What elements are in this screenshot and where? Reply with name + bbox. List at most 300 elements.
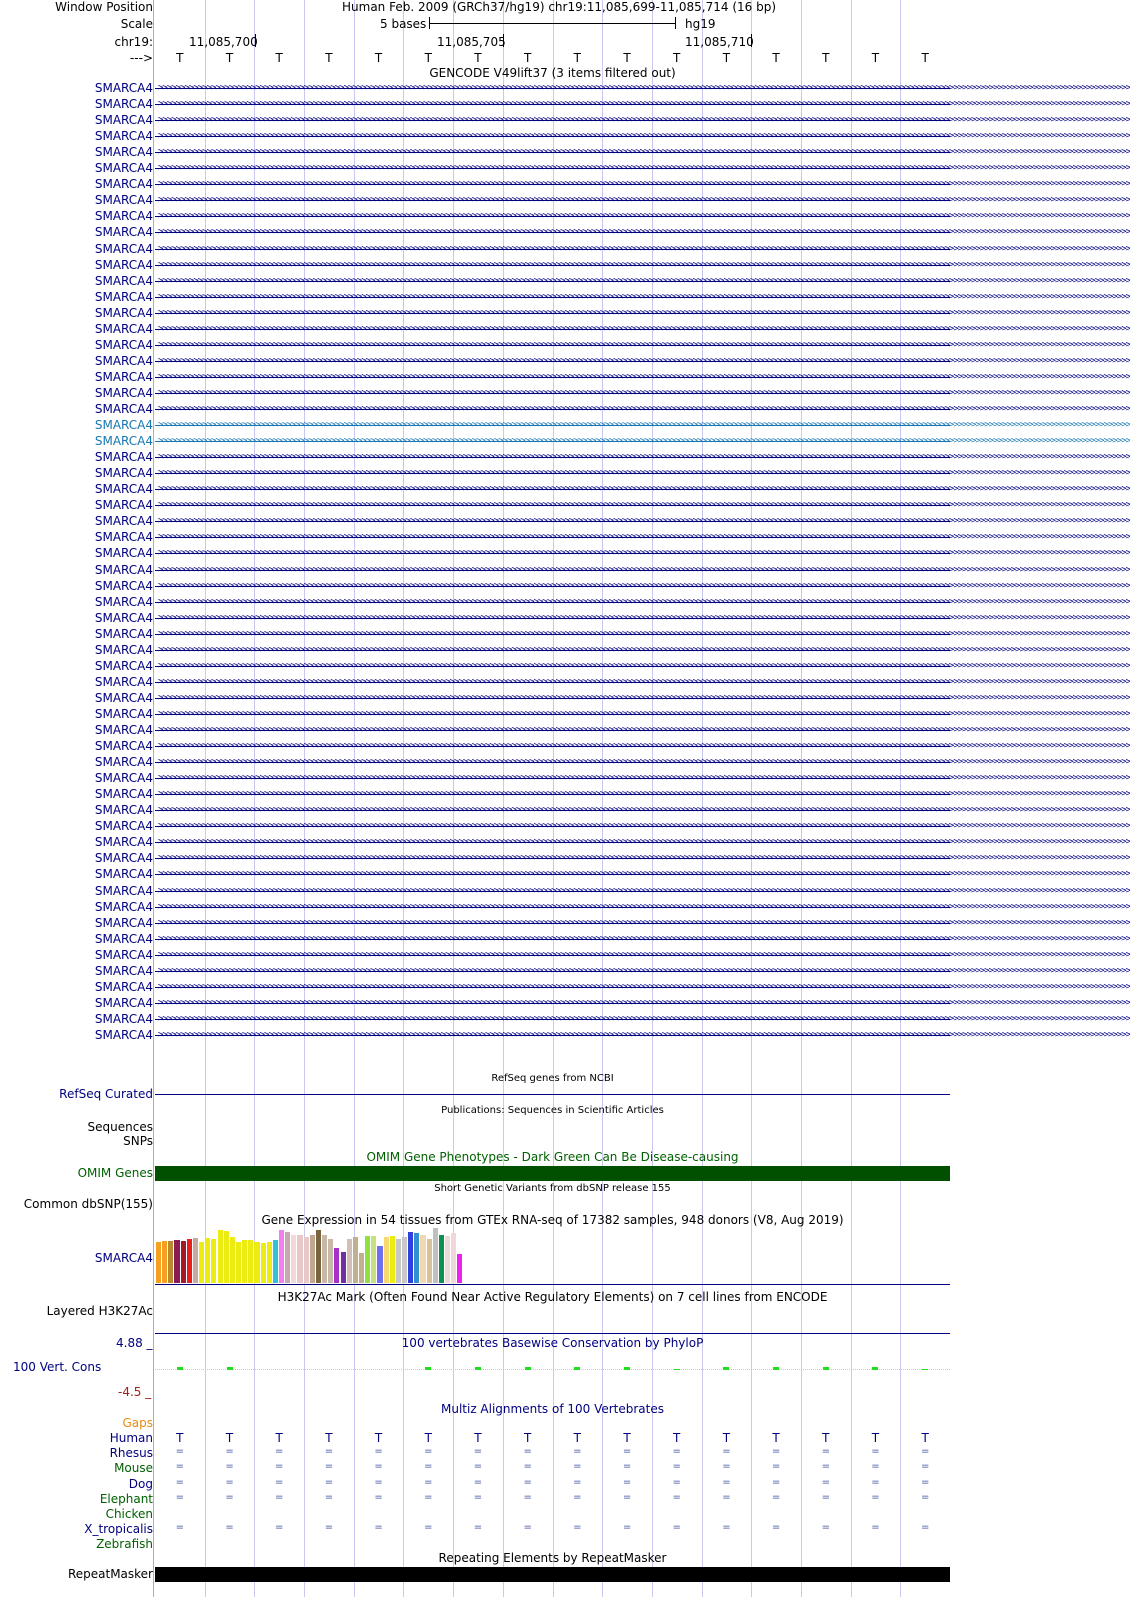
refseq-gene-line[interactable] xyxy=(155,1094,950,1095)
strand-arrows: >>>>>>>>>>>>>>>>>>>>>>>>>>>>>>>>>>>>>>>>>>>>>>>>>>>>>>>>>>>>>>>>>>>>>>>>>>>>>>>>>>>>>>>>>>>>>>>>>>>>>>>>>>>>>>>>>>>>>>>>>>>>>>>>>>>>>>>>>>>>>>>>>>>>>>>>>>>>>>>>>>>>>>>>>>>>>>>>>>>>>>>>>>>>>>>>>>>>>>>>>>>>>>>>>>>>>>>>>>>> xyxy=(158,644,1130,655)
multiz-alignment-base: = xyxy=(622,1446,632,1458)
gtex-tissue-bar[interactable] xyxy=(261,1243,266,1283)
label-column-border xyxy=(153,0,154,1597)
gtex-tissue-bar[interactable] xyxy=(396,1239,401,1283)
multiz-alignment-base: T xyxy=(722,1431,731,1445)
strand-arrows: >>>>>>>>>>>>>>>>>>>>>>>>>>>>>>>>>>>>>>>>>>>>>>>>>>>>>>>>>>>>>>>>>>>>>>>>>>>>>>>>>>>>>>>>>>>>>>>>>>>>>>>>>>>>>>>>>>>>>>>>>>>>>>>>>>>>>>>>>>>>>>>>>>>>>>>>>>>>>>>>>>>>>>>>>>>>>>>>>>>>>>>>>>>>>>>>>>>>>>>>>>>>>>>>>>>>>>>>>>>> xyxy=(158,99,1130,110)
gtex-tissue-bar[interactable] xyxy=(439,1235,444,1283)
multiz-alignment-base: = xyxy=(722,1446,731,1458)
multiz-alignment-base: = xyxy=(424,1491,433,1503)
multiz-species-label[interactable]: Rhesus xyxy=(109,1446,153,1461)
strand-arrows: >>>>>>>>>>>>>>>>>>>>>>>>>>>>>>>>>>>>>>>>>>>>>>>>>>>>>>>>>>>>>>>>>>>>>>>>>>>>>>>>>>>>>>>>>>>>>>>>>>>>>>>>>>>>>>>>>>>>>>>>>>>>>>>>>>>>>>>>>>>>>>>>>>>>>>>>>>>>>>>>>>>>>>>>>>>>>>>>>>>>>>>>>>>>>>>>>>>>>>>>>>>>>>>>>>>>>>>>>>>> xyxy=(158,307,1130,318)
multiz-alignment-base: = xyxy=(672,1476,681,1488)
gtex-tissue-bar[interactable] xyxy=(377,1246,382,1283)
gencode-gene-label[interactable]: SMARCA4 xyxy=(94,113,153,128)
strand-arrows: >>>>>>>>>>>>>>>>>>>>>>>>>>>>>>>>>>>>>>>>>>>>>>>>>>>>>>>>>>>>>>>>>>>>>>>>>>>>>>>>>>>>>>>>>>>>>>>>>>>>>>>>>>>>>>>>>>>>>>>>>>>>>>>>>>>>>>>>>>>>>>>>>>>>>>>>>>>>>>>>>>>>>>>>>>>>>>>>>>>>>>>>>>>>>>>>>>>>>>>>>>>>>>>>>>>>>>>>>>>> xyxy=(158,339,1130,350)
multiz-alignment-base: = xyxy=(473,1476,483,1488)
strand-arrows: >>>>>>>>>>>>>>>>>>>>>>>>>>>>>>>>>>>>>>>>>>>>>>>>>>>>>>>>>>>>>>>>>>>>>>>>>>>>>>>>>>>>>>>>>>>>>>>>>>>>>>>>>>>>>>>>>>>>>>>>>>>>>>>>>>>>>>>>>>>>>>>>>>>>>>>>>>>>>>>>>>>>>>>>>>>>>>>>>>>>>>>>>>>>>>>>>>>>>>>>>>>>>>>>>>>>>>>>>>>> xyxy=(158,436,1130,447)
multiz-alignment-base: = xyxy=(771,1491,781,1503)
multiz-species-label[interactable]: Elephant xyxy=(99,1491,153,1506)
gtex-tissue-bar[interactable] xyxy=(230,1237,235,1283)
strand-arrows: >>>>>>>>>>>>>>>>>>>>>>>>>>>>>>>>>>>>>>>>>>>>>>>>>>>>>>>>>>>>>>>>>>>>>>>>>>>>>>>>>>>>>>>>>>>>>>>>>>>>>>>>>>>>>>>>>>>>>>>>>>>>>>>>>>>>>>>>>>>>>>>>>>>>>>>>>>>>>>>>>>>>>>>>>>>>>>>>>>>>>>>>>>>>>>>>>>>>>>>>>>>>>>>>>>>>>>>>>>>> xyxy=(158,869,1130,880)
gtex-tissue-bar[interactable] xyxy=(371,1236,376,1283)
strand-arrows: >>>>>>>>>>>>>>>>>>>>>>>>>>>>>>>>>>>>>>>>>>>>>>>>>>>>>>>>>>>>>>>>>>>>>>>>>>>>>>>>>>>>>>>>>>>>>>>>>>>>>>>>>>>>>>>>>>>>>>>>>>>>>>>>>>>>>>>>>>>>>>>>>>>>>>>>>>>>>>>>>>>>>>>>>>>>>>>>>>>>>>>>>>>>>>>>>>>>>>>>>>>>>>>>>>>>>>>>>>>> xyxy=(158,163,1130,174)
multiz-alignment-base: = xyxy=(722,1461,731,1473)
gencode-gene-label[interactable]: SMARCA4 xyxy=(94,257,153,272)
strand-arrows: >>>>>>>>>>>>>>>>>>>>>>>>>>>>>>>>>>>>>>>>>>>>>>>>>>>>>>>>>>>>>>>>>>>>>>>>>>>>>>>>>>>>>>>>>>>>>>>>>>>>>>>>>>>>>>>>>>>>>>>>>>>>>>>>>>>>>>>>>>>>>>>>>>>>>>>>>>>>>>>>>>>>>>>>>>>>>>>>>>>>>>>>>>>>>>>>>>>>>>>>>>>>>>>>>>>>>>>>>>>> xyxy=(158,131,1130,142)
strand-arrows: >>>>>>>>>>>>>>>>>>>>>>>>>>>>>>>>>>>>>>>>>>>>>>>>>>>>>>>>>>>>>>>>>>>>>>>>>>>>>>>>>>>>>>>>>>>>>>>>>>>>>>>>>>>>>>>>>>>>>>>>>>>>>>>>>>>>>>>>>>>>>>>>>>>>>>>>>>>>>>>>>>>>>>>>>>>>>>>>>>>>>>>>>>>>>>>>>>>>>>>>>>>>>>>>>>>>>>>>>>>> xyxy=(158,580,1130,591)
gencode-gene-label[interactable]: SMARCA4 xyxy=(94,337,153,352)
phylop-score-mark xyxy=(773,1367,779,1370)
multiz-alignment-base: = xyxy=(175,1522,185,1534)
multiz-alignment-base: T xyxy=(871,1431,880,1445)
phylop-track-title: 100 vertebrates Basewise Conservation by PhyloP xyxy=(401,1336,704,1350)
gtex-tissue-bar[interactable] xyxy=(187,1239,192,1283)
strand-arrows: >>>>>>>>>>>>>>>>>>>>>>>>>>>>>>>>>>>>>>>>>>>>>>>>>>>>>>>>>>>>>>>>>>>>>>>>>>>>>>>>>>>>>>>>>>>>>>>>>>>>>>>>>>>>>>>>>>>>>>>>>>>>>>>>>>>>>>>>>>>>>>>>>>>>>>>>>>>>>>>>>>>>>>>>>>>>>>>>>>>>>>>>>>>>>>>>>>>>>>>>>>>>>>>>>>>>>>>>>>>> xyxy=(158,275,1130,286)
multiz-alignment-base: = xyxy=(920,1522,930,1534)
strand-arrows: >>>>>>>>>>>>>>>>>>>>>>>>>>>>>>>>>>>>>>>>>>>>>>>>>>>>>>>>>>>>>>>>>>>>>>>>>>>>>>>>>>>>>>>>>>>>>>>>>>>>>>>>>>>>>>>>>>>>>>>>>>>>>>>>>>>>>>>>>>>>>>>>>>>>>>>>>>>>>>>>>>>>>>>>>>>>>>>>>>>>>>>>>>>>>>>>>>>>>>>>>>>>>>>>>>>>>>>>>>>> xyxy=(158,147,1130,158)
gtex-tissue-bar[interactable] xyxy=(267,1242,272,1283)
multiz-alignment-base: = xyxy=(722,1476,731,1488)
gencode-gene-label[interactable]: SMARCA4 xyxy=(94,81,153,95)
gtex-tissue-bar[interactable] xyxy=(433,1228,438,1283)
gtex-tissue-bar[interactable] xyxy=(174,1240,179,1283)
gtex-tissue-bar[interactable] xyxy=(341,1252,346,1283)
multiz-alignment-base: = xyxy=(920,1461,930,1473)
gencode-gene-label[interactable]: SMARCA4 xyxy=(94,931,153,946)
multiz-alignment-base: T xyxy=(822,1431,830,1445)
gtex-tissue-bar[interactable] xyxy=(408,1232,413,1283)
scale-text: 5 bases xyxy=(380,17,427,31)
gtex-tissue-bar[interactable] xyxy=(156,1242,161,1283)
gencode-gene-label[interactable]: SMARCA4 xyxy=(94,385,153,400)
gtex-tissue-bar[interactable] xyxy=(193,1238,198,1283)
gtex-tissue-bar[interactable] xyxy=(347,1239,352,1283)
multiz-track-title: Multiz Alignments of 100 Vertebrates xyxy=(440,1402,665,1416)
gencode-gene-label[interactable]: SMARCA4 xyxy=(94,129,153,144)
gtex-tissue-bar[interactable] xyxy=(310,1235,315,1283)
gtex-tissue-bar[interactable] xyxy=(414,1233,419,1283)
gtex-tissue-bar[interactable] xyxy=(334,1248,339,1283)
gencode-gene-label[interactable]: SMARCA4 xyxy=(94,434,153,449)
strand-arrows: >>>>>>>>>>>>>>>>>>>>>>>>>>>>>>>>>>>>>>>>>>>>>>>>>>>>>>>>>>>>>>>>>>>>>>>>>>>>>>>>>>>>>>>>>>>>>>>>>>>>>>>>>>>>>>>>>>>>>>>>>>>>>>>>>>>>>>>>>>>>>>>>>>>>>>>>>>>>>>>>>>>>>>>>>>>>>>>>>>>>>>>>>>>>>>>>>>>>>>>>>>>>>>>>>>>>>>>>>>>> xyxy=(158,516,1130,527)
strand-arrows: >>>>>>>>>>>>>>>>>>>>>>>>>>>>>>>>>>>>>>>>>>>>>>>>>>>>>>>>>>>>>>>>>>>>>>>>>>>>>>>>>>>>>>>>>>>>>>>>>>>>>>>>>>>>>>>>>>>>>>>>>>>>>>>>>>>>>>>>>>>>>>>>>>>>>>>>>>>>>>>>>>>>>>>>>>>>>>>>>>>>>>>>>>>>>>>>>>>>>>>>>>>>>>>>>>>>>>>>>>>> xyxy=(158,179,1130,190)
gencode-gene-label[interactable]: SMARCA4 xyxy=(94,771,153,786)
gtex-expression-chart[interactable] xyxy=(155,1228,950,1283)
gencode-gene-label[interactable]: SMARCA4 xyxy=(94,963,153,978)
multiz-alignment-base: = xyxy=(225,1446,234,1458)
phylop-score-mark xyxy=(624,1367,630,1370)
strand-arrows: >>>>>>>>>>>>>>>>>>>>>>>>>>>>>>>>>>>>>>>>>>>>>>>>>>>>>>>>>>>>>>>>>>>>>>>>>>>>>>>>>>>>>>>>>>>>>>>>>>>>>>>>>>>>>>>>>>>>>>>>>>>>>>>>>>>>>>>>>>>>>>>>>>>>>>>>>>>>>>>>>>>>>>>>>>>>>>>>>>>>>>>>>>>>>>>>>>>>>>>>>>>>>>>>>>>>>>>>>>>> xyxy=(158,773,1130,784)
multiz-alignment-base: = xyxy=(225,1461,234,1473)
gencode-gene-label[interactable]: SMARCA4 xyxy=(94,594,153,609)
multiz-species-label[interactable]: Dog xyxy=(128,1476,153,1491)
gencode-gene-label[interactable]: SMARCA4 xyxy=(94,690,153,705)
publications-label-sequences[interactable]: Sequences xyxy=(87,1120,153,1134)
gencode-gene-label[interactable]: SMARCA4 xyxy=(94,610,153,625)
phylop-track-label[interactable]: 100 Vert. Cons xyxy=(13,1360,102,1374)
multiz-alignment-base: = xyxy=(672,1522,681,1534)
strand-arrows: >>>>>>>>>>>>>>>>>>>>>>>>>>>>>>>>>>>>>>>>>>>>>>>>>>>>>>>>>>>>>>>>>>>>>>>>>>>>>>>>>>>>>>>>>>>>>>>>>>>>>>>>>>>>>>>>>>>>>>>>>>>>>>>>>>>>>>>>>>>>>>>>>>>>>>>>>>>>>>>>>>>>>>>>>>>>>>>>>>>>>>>>>>>>>>>>>>>>>>>>>>>>>>>>>>>>>>>>>>>> xyxy=(158,965,1130,976)
multiz-alignment-base: = xyxy=(573,1476,582,1488)
multiz-alignment-base: T xyxy=(424,1431,432,1445)
gtex-tissue-bar[interactable] xyxy=(168,1241,173,1283)
strand-arrows: >>>>>>>>>>>>>>>>>>>>>>>>>>>>>>>>>>>>>>>>>>>>>>>>>>>>>>>>>>>>>>>>>>>>>>>>>>>>>>>>>>>>>>>>>>>>>>>>>>>>>>>>>>>>>>>>>>>>>>>>>>>>>>>>>>>>>>>>>>>>>>>>>>>>>>>>>>>>>>>>>>>>>>>>>>>>>>>>>>>>>>>>>>>>>>>>>>>>>>>>>>>>>>>>>>>>>>>>>>>> xyxy=(158,195,1130,206)
strand-arrows: >>>>>>>>>>>>>>>>>>>>>>>>>>>>>>>>>>>>>>>>>>>>>>>>>>>>>>>>>>>>>>>>>>>>>>>>>>>>>>>>>>>>>>>>>>>>>>>>>>>>>>>>>>>>>>>>>>>>>>>>>>>>>>>>>>>>>>>>>>>>>>>>>>>>>>>>>>>>>>>>>>>>>>>>>>>>>>>>>>>>>>>>>>>>>>>>>>>>>>>>>>>>>>>>>>>>>>>>>>>> xyxy=(158,596,1130,607)
gtex-tissue-bar[interactable] xyxy=(273,1240,278,1283)
gtex-tissue-bar[interactable] xyxy=(384,1237,389,1283)
phylop-score-mark xyxy=(227,1367,233,1370)
multiz-alignment-base: = xyxy=(771,1522,781,1534)
sequence-base: T xyxy=(374,51,383,65)
multiz-alignment-base: = xyxy=(225,1522,234,1534)
gtex-tissue-bar[interactable] xyxy=(291,1235,296,1283)
multiz-alignment-base: = xyxy=(871,1461,880,1473)
gencode-gene-label[interactable]: SMARCA4 xyxy=(94,739,153,754)
multiz-alignment-base: = xyxy=(424,1476,433,1488)
multiz-alignment-base: = xyxy=(622,1522,632,1534)
multiz-species-label[interactable]: Human xyxy=(109,1431,153,1445)
repeatmasker-bar[interactable] xyxy=(155,1567,950,1582)
gtex-tissue-bar[interactable] xyxy=(297,1235,302,1283)
strand-arrows: >>>>>>>>>>>>>>>>>>>>>>>>>>>>>>>>>>>>>>>>>>>>>>>>>>>>>>>>>>>>>>>>>>>>>>>>>>>>>>>>>>>>>>>>>>>>>>>>>>>>>>>>>>>>>>>>>>>>>>>>>>>>>>>>>>>>>>>>>>>>>>>>>>>>>>>>>>>>>>>>>>>>>>>>>>>>>>>>>>>>>>>>>>>>>>>>>>>>>>>>>>>>>>>>>>>>>>>>>>>> xyxy=(158,725,1130,735)
strand-arrows: >>>>>>>>>>>>>>>>>>>>>>>>>>>>>>>>>>>>>>>>>>>>>>>>>>>>>>>>>>>>>>>>>>>>>>>>>>>>>>>>>>>>>>>>>>>>>>>>>>>>>>>>>>>>>>>>>>>>>>>>>>>>>>>>>>>>>>>>>>>>>>>>>>>>>>>>>>>>>>>>>>>>>>>>>>>>>>>>>>>>>>>>>>>>>>>>>>>>>>>>>>>>>>>>>>>>>>>>>>>> xyxy=(158,933,1130,944)
multiz-alignment-base: = xyxy=(175,1446,185,1458)
strand-arrows: >>>>>>>>>>>>>>>>>>>>>>>>>>>>>>>>>>>>>>>>>>>>>>>>>>>>>>>>>>>>>>>>>>>>>>>>>>>>>>>>>>>>>>>>>>>>>>>>>>>>>>>>>>>>>>>>>>>>>>>>>>>>>>>>>>>>>>>>>>>>>>>>>>>>>>>>>>>>>>>>>>>>>>>>>>>>>>>>>>>>>>>>>>>>>>>>>>>>>>>>>>>>>>>>>>>>>>>>>>>> xyxy=(158,805,1130,816)
h3k27ac-track-label[interactable]: Layered H3K27Ac xyxy=(46,1304,153,1318)
strand-arrows: >>>>>>>>>>>>>>>>>>>>>>>>>>>>>>>>>>>>>>>>>>>>>>>>>>>>>>>>>>>>>>>>>>>>>>>>>>>>>>>>>>>>>>>>>>>>>>>>>>>>>>>>>>>>>>>>>>>>>>>>>>>>>>>>>>>>>>>>>>>>>>>>>>>>>>>>>>>>>>>>>>>>>>>>>>>>>>>>>>>>>>>>>>>>>>>>>>>>>>>>>>>>>>>>>>>>>>>>>>>> xyxy=(158,115,1130,126)
multiz-alignment-base: = xyxy=(920,1476,930,1488)
publications-label-snps[interactable]: SNPs xyxy=(123,1134,153,1148)
strand-arrows: >>>>>>>>>>>>>>>>>>>>>>>>>>>>>>>>>>>>>>>>>>>>>>>>>>>>>>>>>>>>>>>>>>>>>>>>>>>>>>>>>>>>>>>>>>>>>>>>>>>>>>>>>>>>>>>>>>>>>>>>>>>>>>>>>>>>>>>>>>>>>>>>>>>>>>>>>>>>>>>>>>>>>>>>>>>>>>>>>>>>>>>>>>>>>>>>>>>>>>>>>>>>>>>>>>>>>>>>>>>> xyxy=(158,83,1130,93)
gencode-gene-label[interactable]: SMARCA4 xyxy=(94,755,153,770)
tick-label: 11,085,710 xyxy=(685,35,754,49)
gencode-gene-label[interactable]: SMARCA4 xyxy=(94,1011,153,1026)
gencode-gene-label[interactable]: SMARCA4 xyxy=(94,145,153,160)
strand-arrows: >>>>>>>>>>>>>>>>>>>>>>>>>>>>>>>>>>>>>>>>>>>>>>>>>>>>>>>>>>>>>>>>>>>>>>>>>>>>>>>>>>>>>>>>>>>>>>>>>>>>>>>>>>>>>>>>>>>>>>>>>>>>>>>>>>>>>>>>>>>>>>>>>>>>>>>>>>>>>>>>>>>>>>>>>>>>>>>>>>>>>>>>>>>>>>>>>>>>>>>>>>>>>>>>>>>>>>>>>>>> xyxy=(158,901,1130,912)
strand-arrows: >>>>>>>>>>>>>>>>>>>>>>>>>>>>>>>>>>>>>>>>>>>>>>>>>>>>>>>>>>>>>>>>>>>>>>>>>>>>>>>>>>>>>>>>>>>>>>>>>>>>>>>>>>>>>>>>>>>>>>>>>>>>>>>>>>>>>>>>>>>>>>>>>>>>>>>>>>>>>>>>>>>>>>>>>>>>>>>>>>>>>>>>>>>>>>>>>>>>>>>>>>>>>>>>>>>>>>>>>>>> xyxy=(158,355,1130,366)
sequence-base: T xyxy=(722,51,731,65)
phylop-plot[interactable] xyxy=(155,1352,950,1387)
multiz-alignment-base: = xyxy=(473,1491,483,1503)
gtex-tissue-bar[interactable] xyxy=(322,1235,327,1283)
strand-label: ---> xyxy=(129,51,153,65)
gtex-tissue-bar[interactable] xyxy=(304,1237,309,1283)
gencode-gene-label[interactable]: SMARCA4 xyxy=(94,658,153,673)
gencode-gene-label[interactable]: SMARCA4 xyxy=(94,947,153,962)
phylop-score-mark xyxy=(922,1369,928,1370)
gencode-gene-label[interactable]: SMARCA4 xyxy=(94,562,153,577)
multiz-alignment-base: T xyxy=(374,1431,383,1445)
multiz-alignment-base: = xyxy=(523,1522,532,1534)
sequence-base: T xyxy=(822,51,830,65)
strand-arrows: >>>>>>>>>>>>>>>>>>>>>>>>>>>>>>>>>>>>>>>>>>>>>>>>>>>>>>>>>>>>>>>>>>>>>>>>>>>>>>>>>>>>>>>>>>>>>>>>>>>>>>>>>>>>>>>>>>>>>>>>>>>>>>>>>>>>>>>>>>>>>>>>>>>>>>>>>>>>>>>>>>>>>>>>>>>>>>>>>>>>>>>>>>>>>>>>>>>>>>>>>>>>>>>>>>>>>>>>>>>> xyxy=(158,757,1130,768)
gencode-gene-label[interactable]: SMARCA4 xyxy=(94,867,153,882)
repeatmasker-track-label[interactable]: RepeatMasker xyxy=(67,1567,153,1581)
multiz-alignment-base: = xyxy=(573,1446,582,1458)
multiz-alignment-base: T xyxy=(772,1431,780,1445)
gencode-gene-label[interactable]: SMARCA4 xyxy=(94,209,153,224)
multiz-alignment-base: = xyxy=(374,1522,383,1534)
multiz-alignment-base: = xyxy=(275,1446,284,1458)
gencode-gene-label[interactable]: SMARCA4 xyxy=(94,225,153,240)
multiz-alignment-base: = xyxy=(473,1461,483,1473)
multiz-alignment-base: = xyxy=(324,1476,334,1488)
multiz-alignment-base: = xyxy=(573,1491,582,1503)
phylop-score-mark xyxy=(674,1369,680,1370)
multiz-alignment-base: = xyxy=(622,1476,632,1488)
gencode-gene-label[interactable]: SMARCA4 xyxy=(94,835,153,850)
gencode-track-title: GENCODE V49lift37 (3 items filtered out) xyxy=(429,66,676,80)
multiz-species-label[interactable]: Mouse xyxy=(114,1461,153,1476)
gtex-tissue-bar[interactable] xyxy=(199,1242,204,1283)
gtex-tissue-bar[interactable] xyxy=(224,1231,229,1283)
gtex-tissue-bar[interactable] xyxy=(390,1236,395,1283)
tick-label: 11,085,705 xyxy=(437,35,506,49)
gencode-gene-label[interactable]: SMARCA4 xyxy=(94,546,153,561)
gencode-gene-label[interactable]: SMARCA4 xyxy=(94,995,153,1010)
tick-mark xyxy=(255,34,256,47)
gencode-gene-label[interactable]: SMARCA4 xyxy=(94,915,153,930)
scale-bar xyxy=(429,23,675,24)
gtex-tissue-bar[interactable] xyxy=(181,1241,186,1283)
gencode-gene-label[interactable]: SMARCA4 xyxy=(94,161,153,176)
multiz-alignment-base: T xyxy=(921,1431,929,1445)
gtex-tissue-bar[interactable] xyxy=(162,1241,167,1283)
sequence-base: T xyxy=(225,51,234,65)
multiz-alignment-base: = xyxy=(672,1491,681,1503)
assembly-position-text: Human Feb. 2009 (GRCh37/hg19) chr19:11,085,699-11,085,714 (16 bp) xyxy=(342,0,777,14)
gencode-gene-label[interactable]: SMARCA4 xyxy=(94,819,153,834)
multiz-alignment-base: = xyxy=(275,1461,284,1473)
gencode-gene-label[interactable]: SMARCA4 xyxy=(94,514,153,529)
multiz-alignment-base: = xyxy=(473,1522,483,1534)
sequence-base: T xyxy=(424,51,432,65)
sequence-base: T xyxy=(573,51,582,65)
sequence-base: T xyxy=(772,51,780,65)
gtex-tissue-bar[interactable] xyxy=(402,1237,407,1283)
tick-label: 11,085,700 xyxy=(189,35,258,49)
gencode-gene-label[interactable]: SMARCA4 xyxy=(94,626,153,641)
scale-bar-right-cap xyxy=(675,17,676,29)
gencode-gene-label[interactable]: SMARCA4 xyxy=(94,305,153,320)
gencode-gene-label[interactable]: SMARCA4 xyxy=(94,578,153,593)
gencode-gene-label[interactable]: SMARCA4 xyxy=(94,482,153,497)
phylop-zero-line xyxy=(155,1369,950,1370)
multiz-alignment-base: = xyxy=(175,1461,185,1473)
strand-arrows: >>>>>>>>>>>>>>>>>>>>>>>>>>>>>>>>>>>>>>>>>>>>>>>>>>>>>>>>>>>>>>>>>>>>>>>>>>>>>>>>>>>>>>>>>>>>>>>>>>>>>>>>>>>>>>>>>>>>>>>>>>>>>>>>>>>>>>>>>>>>>>>>>>>>>>>>>>>>>>>>>>>>>>>>>>>>>>>>>>>>>>>>>>>>>>>>>>>>>>>>>>>>>>>>>>>>>>>>>>>> xyxy=(158,548,1130,559)
multiz-alignment-base: = xyxy=(225,1476,234,1488)
multiz-alignment-base: = xyxy=(821,1522,830,1534)
gencode-gene-label[interactable]: SMARCA4 xyxy=(94,674,153,689)
gencode-gene-label[interactable]: SMARCA4 xyxy=(94,642,153,657)
gtex-tissue-bar[interactable] xyxy=(242,1240,247,1283)
gtex-track-title: Gene Expression in 54 tissues from GTEx RNA-seq of 17382 samples, 948 donors (V8, Aug 2019) xyxy=(261,1213,844,1227)
gtex-tissue-bar[interactable] xyxy=(445,1236,450,1283)
multiz-alignment-base: = xyxy=(920,1491,930,1503)
refseq-track-label[interactable]: RefSeq Curated xyxy=(59,1087,153,1101)
gencode-gene-label[interactable]: SMARCA4 xyxy=(94,402,153,416)
gencode-gene-label[interactable]: SMARCA4 xyxy=(94,706,153,721)
multiz-alignment-base: T xyxy=(275,1431,283,1445)
multiz-alignment-base: = xyxy=(622,1461,632,1473)
multiz-alignment-base: T xyxy=(176,1431,184,1445)
gtex-tissue-bar[interactable] xyxy=(236,1242,241,1283)
gtex-track-label[interactable]: SMARCA4 xyxy=(94,1251,153,1265)
multiz-alignment-base: T xyxy=(523,1431,532,1445)
gencode-gene-label[interactable]: SMARCA4 xyxy=(94,450,153,465)
multiz-alignment-base: = xyxy=(821,1446,830,1458)
strand-arrows: >>>>>>>>>>>>>>>>>>>>>>>>>>>>>>>>>>>>>>>>>>>>>>>>>>>>>>>>>>>>>>>>>>>>>>>>>>>>>>>>>>>>>>>>>>>>>>>>>>>>>>>>>>>>>>>>>>>>>>>>>>>>>>>>>>>>>>>>>>>>>>>>>>>>>>>>>>>>>>>>>>>>>>>>>>>>>>>>>>>>>>>>>>>>>>>>>>>>>>>>>>>>>>>>>>>>>>>>>>>> xyxy=(158,387,1130,398)
gencode-gene-label[interactable]: SMARCA4 xyxy=(94,353,153,368)
omim-gene-bar[interactable] xyxy=(155,1166,950,1181)
strand-arrows: >>>>>>>>>>>>>>>>>>>>>>>>>>>>>>>>>>>>>>>>>>>>>>>>>>>>>>>>>>>>>>>>>>>>>>>>>>>>>>>>>>>>>>>>>>>>>>>>>>>>>>>>>>>>>>>>>>>>>>>>>>>>>>>>>>>>>>>>>>>>>>>>>>>>>>>>>>>>>>>>>>>>>>>>>>>>>>>>>>>>>>>>>>>>>>>>>>>>>>>>>>>>>>>>>>>>>>>>>>>> xyxy=(158,371,1130,382)
sequence-base: T xyxy=(325,51,333,65)
strand-arrows: >>>>>>>>>>>>>>>>>>>>>>>>>>>>>>>>>>>>>>>>>>>>>>>>>>>>>>>>>>>>>>>>>>>>>>>>>>>>>>>>>>>>>>>>>>>>>>>>>>>>>>>>>>>>>>>>>>>>>>>>>>>>>>>>>>>>>>>>>>>>>>>>>>>>>>>>>>>>>>>>>>>>>>>>>>>>>>>>>>>>>>>>>>>>>>>>>>>>>>>>>>>>>>>>>>>>>>>>>>>> xyxy=(158,243,1130,254)
strand-arrows: >>>>>>>>>>>>>>>>>>>>>>>>>>>>>>>>>>>>>>>>>>>>>>>>>>>>>>>>>>>>>>>>>>>>>>>>>>>>>>>>>>>>>>>>>>>>>>>>>>>>>>>>>>>>>>>>>>>>>>>>>>>>>>>>>>>>>>>>>>>>>>>>>>>>>>>>>>>>>>>>>>>>>>>>>>>>>>>>>>>>>>>>>>>>>>>>>>>>>>>>>>>>>>>>>>>>>>>>>>>> xyxy=(158,484,1130,495)
multiz-alignment-base: = xyxy=(672,1461,681,1473)
strand-arrows: >>>>>>>>>>>>>>>>>>>>>>>>>>>>>>>>>>>>>>>>>>>>>>>>>>>>>>>>>>>>>>>>>>>>>>>>>>>>>>>>>>>>>>>>>>>>>>>>>>>>>>>>>>>>>>>>>>>>>>>>>>>>>>>>>>>>>>>>>>>>>>>>>>>>>>>>>>>>>>>>>>>>>>>>>>>>>>>>>>>>>>>>>>>>>>>>>>>>>>>>>>>>>>>>>>>>>>>>>>>> xyxy=(158,885,1130,896)
gencode-gene-label[interactable]: SMARCA4 xyxy=(94,851,153,866)
strand-arrows: >>>>>>>>>>>>>>>>>>>>>>>>>>>>>>>>>>>>>>>>>>>>>>>>>>>>>>>>>>>>>>>>>>>>>>>>>>>>>>>>>>>>>>>>>>>>>>>>>>>>>>>>>>>>>>>>>>>>>>>>>>>>>>>>>>>>>>>>>>>>>>>>>>>>>>>>>>>>>>>>>>>>>>>>>>>>>>>>>>>>>>>>>>>>>>>>>>>>>>>>>>>>>>>>>>>>>>>>>>>> xyxy=(158,628,1130,639)
phylop-min-label: -4.5 _ xyxy=(118,1385,152,1399)
dbsnp-track-label[interactable]: Common dbSNP(155) xyxy=(23,1197,153,1211)
h3k27ac-track-title: H3K27Ac Mark (Often Found Near Active Regulatory Elements) on 7 cell lines from ENCODE xyxy=(277,1290,828,1304)
multiz-species-label[interactable]: X_tropicalis xyxy=(84,1522,153,1537)
multiz-alignment-base: = xyxy=(821,1491,830,1503)
gtex-tissue-bar[interactable] xyxy=(218,1230,223,1283)
sequence-base: T xyxy=(673,51,681,65)
gtex-tissue-bar[interactable] xyxy=(420,1235,425,1283)
strand-arrows: >>>>>>>>>>>>>>>>>>>>>>>>>>>>>>>>>>>>>>>>>>>>>>>>>>>>>>>>>>>>>>>>>>>>>>>>>>>>>>>>>>>>>>>>>>>>>>>>>>>>>>>>>>>>>>>>>>>>>>>>>>>>>>>>>>>>>>>>>>>>>>>>>>>>>>>>>>>>>>>>>>>>>>>>>>>>>>>>>>>>>>>>>>>>>>>>>>>>>>>>>>>>>>>>>>>>>>>>>>>> xyxy=(158,676,1130,687)
multiz-alignment-base: = xyxy=(324,1461,334,1473)
multiz-alignment-base: = xyxy=(871,1491,880,1503)
strand-arrows: >>>>>>>>>>>>>>>>>>>>>>>>>>>>>>>>>>>>>>>>>>>>>>>>>>>>>>>>>>>>>>>>>>>>>>>>>>>>>>>>>>>>>>>>>>>>>>>>>>>>>>>>>>>>>>>>>>>>>>>>>>>>>>>>>>>>>>>>>>>>>>>>>>>>>>>>>>>>>>>>>>>>>>>>>>>>>>>>>>>>>>>>>>>>>>>>>>>>>>>>>>>>>>>>>>>>>>>>>>>> xyxy=(158,821,1130,832)
gencode-gene-label[interactable]: SMARCA4 xyxy=(94,883,153,898)
multiz-alignment-base: = xyxy=(424,1446,433,1458)
strand-arrows: >>>>>>>>>>>>>>>>>>>>>>>>>>>>>>>>>>>>>>>>>>>>>>>>>>>>>>>>>>>>>>>>>>>>>>>>>>>>>>>>>>>>>>>>>>>>>>>>>>>>>>>>>>>>>>>>>>>>>>>>>>>>>>>>>>>>>>>>>>>>>>>>>>>>>>>>>>>>>>>>>>>>>>>>>>>>>>>>>>>>>>>>>>>>>>>>>>>>>>>>>>>>>>>>>>>>>>>>>>>> xyxy=(158,1013,1130,1024)
window-position-label: Window Position xyxy=(55,0,153,14)
multiz-alignment-base: = xyxy=(821,1476,830,1488)
multiz-alignment-base: = xyxy=(771,1446,781,1458)
strand-arrows: >>>>>>>>>>>>>>>>>>>>>>>>>>>>>>>>>>>>>>>>>>>>>>>>>>>>>>>>>>>>>>>>>>>>>>>>>>>>>>>>>>>>>>>>>>>>>>>>>>>>>>>>>>>>>>>>>>>>>>>>>>>>>>>>>>>>>>>>>>>>>>>>>>>>>>>>>>>>>>>>>>>>>>>>>>>>>>>>>>>>>>>>>>>>>>>>>>>>>>>>>>>>>>>>>>>>>>>>>>>> xyxy=(158,917,1130,928)
multiz-alignment-base: = xyxy=(871,1522,880,1534)
gencode-gene-label[interactable]: SMARCA4 xyxy=(94,193,153,208)
gtex-tissue-bar[interactable] xyxy=(365,1236,370,1283)
gtex-tissue-bar[interactable] xyxy=(353,1237,358,1283)
multiz-alignment-base: = xyxy=(871,1446,880,1458)
strand-arrows: >>>>>>>>>>>>>>>>>>>>>>>>>>>>>>>>>>>>>>>>>>>>>>>>>>>>>>>>>>>>>>>>>>>>>>>>>>>>>>>>>>>>>>>>>>>>>>>>>>>>>>>>>>>>>>>>>>>>>>>>>>>>>>>>>>>>>>>>>>>>>>>>>>>>>>>>>>>>>>>>>>>>>>>>>>>>>>>>>>>>>>>>>>>>>>>>>>>>>>>>>>>>>>>>>>>>>>>>>>>> xyxy=(158,227,1130,238)
gencode-gene-label[interactable]: SMARCA4 xyxy=(94,466,153,481)
gencode-gene-label[interactable]: SMARCA4 xyxy=(94,979,153,994)
gencode-gene-label[interactable]: SMARCA4 xyxy=(94,321,153,336)
phylop-score-mark xyxy=(475,1367,481,1370)
strand-arrows: >>>>>>>>>>>>>>>>>>>>>>>>>>>>>>>>>>>>>>>>>>>>>>>>>>>>>>>>>>>>>>>>>>>>>>>>>>>>>>>>>>>>>>>>>>>>>>>>>>>>>>>>>>>>>>>>>>>>>>>>>>>>>>>>>>>>>>>>>>>>>>>>>>>>>>>>>>>>>>>>>>>>>>>>>>>>>>>>>>>>>>>>>>>>>>>>>>>>>>>>>>>>>>>>>>>>>>>>>>>> xyxy=(158,981,1130,992)
phylop-max-label: 4.88 _ xyxy=(116,1336,153,1350)
multiz-alignment-base: = xyxy=(324,1446,334,1458)
strand-arrows: >>>>>>>>>>>>>>>>>>>>>>>>>>>>>>>>>>>>>>>>>>>>>>>>>>>>>>>>>>>>>>>>>>>>>>>>>>>>>>>>>>>>>>>>>>>>>>>>>>>>>>>>>>>>>>>>>>>>>>>>>>>>>>>>>>>>>>>>>>>>>>>>>>>>>>>>>>>>>>>>>>>>>>>>>>>>>>>>>>>>>>>>>>>>>>>>>>>>>>>>>>>>>>>>>>>>>>>>>>>> xyxy=(158,259,1130,270)
h3k27ac-baseline xyxy=(155,1333,950,1334)
phylop-score-mark xyxy=(177,1367,183,1370)
strand-arrows: >>>>>>>>>>>>>>>>>>>>>>>>>>>>>>>>>>>>>>>>>>>>>>>>>>>>>>>>>>>>>>>>>>>>>>>>>>>>>>>>>>>>>>>>>>>>>>>>>>>>>>>>>>>>>>>>>>>>>>>>>>>>>>>>>>>>>>>>>>>>>>>>>>>>>>>>>>>>>>>>>>>>>>>>>>>>>>>>>>>>>>>>>>>>>>>>>>>>>>>>>>>>>>>>>>>>>>>>>>>> xyxy=(158,291,1130,302)
gencode-gene-label[interactable]: SMARCA4 xyxy=(94,369,153,384)
strand-arrows: >>>>>>>>>>>>>>>>>>>>>>>>>>>>>>>>>>>>>>>>>>>>>>>>>>>>>>>>>>>>>>>>>>>>>>>>>>>>>>>>>>>>>>>>>>>>>>>>>>>>>>>>>>>>>>>>>>>>>>>>>>>>>>>>>>>>>>>>>>>>>>>>>>>>>>>>>>>>>>>>>>>>>>>>>>>>>>>>>>>>>>>>>>>>>>>>>>>>>>>>>>>>>>>>>>>>>>>>>>>> xyxy=(158,564,1130,575)
multiz-species-label[interactable]: Zebrafish xyxy=(96,1537,153,1552)
gencode-gene-label[interactable]: SMARCA4 xyxy=(94,273,153,288)
multiz-alignment-base: = xyxy=(374,1491,383,1503)
strand-arrows: >>>>>>>>>>>>>>>>>>>>>>>>>>>>>>>>>>>>>>>>>>>>>>>>>>>>>>>>>>>>>>>>>>>>>>>>>>>>>>>>>>>>>>>>>>>>>>>>>>>>>>>>>>>>>>>>>>>>>>>>>>>>>>>>>>>>>>>>>>>>>>>>>>>>>>>>>>>>>>>>>>>>>>>>>>>>>>>>>>>>>>>>>>>>>>>>>>>>>>>>>>>>>>>>>>>>>>>>>>>> xyxy=(158,741,1130,752)
gtex-tissue-bar[interactable] xyxy=(279,1230,284,1283)
gtex-tissue-bar[interactable] xyxy=(254,1242,259,1283)
gencode-gene-label[interactable]: SMARCA4 xyxy=(94,241,153,256)
sequence-base: T xyxy=(623,51,631,65)
multiz-alignment-base: = xyxy=(424,1461,433,1473)
omim-track-label[interactable]: OMIM Genes xyxy=(77,1166,153,1180)
gencode-gene-label[interactable]: SMARCA4 xyxy=(94,418,153,433)
multiz-alignment-base: = xyxy=(722,1491,731,1503)
sequence-base: T xyxy=(474,51,482,65)
tick-mark xyxy=(751,34,752,47)
gencode-gene-label[interactable]: SMARCA4 xyxy=(94,899,153,914)
gencode-gene-label[interactable]: SMARCA4 xyxy=(94,723,153,737)
gencode-gene-label[interactable]: SMARCA4 xyxy=(94,787,153,802)
strand-arrows: >>>>>>>>>>>>>>>>>>>>>>>>>>>>>>>>>>>>>>>>>>>>>>>>>>>>>>>>>>>>>>>>>>>>>>>>>>>>>>>>>>>>>>>>>>>>>>>>>>>>>>>>>>>>>>>>>>>>>>>>>>>>>>>>>>>>>>>>>>>>>>>>>>>>>>>>>>>>>>>>>>>>>>>>>>>>>>>>>>>>>>>>>>>>>>>>>>>>>>>>>>>>>>>>>>>>>>>>>>>> xyxy=(158,789,1130,800)
multiz-alignment-base: = xyxy=(722,1522,731,1534)
gencode-gene-label[interactable]: SMARCA4 xyxy=(94,498,153,513)
sequence-base: T xyxy=(176,51,184,65)
scale-label: Scale xyxy=(120,17,153,31)
multiz-alignment-base: = xyxy=(225,1491,234,1503)
multiz-alignment-base: = xyxy=(771,1461,781,1473)
strand-arrows: >>>>>>>>>>>>>>>>>>>>>>>>>>>>>>>>>>>>>>>>>>>>>>>>>>>>>>>>>>>>>>>>>>>>>>>>>>>>>>>>>>>>>>>>>>>>>>>>>>>>>>>>>>>>>>>>>>>>>>>>>>>>>>>>>>>>>>>>>>>>>>>>>>>>>>>>>>>>>>>>>>>>>>>>>>>>>>>>>>>>>>>>>>>>>>>>>>>>>>>>>>>>>>>>>>>>>>>>>>>> xyxy=(158,837,1130,848)
gencode-gene-label[interactable]: SMARCA4 xyxy=(94,530,153,545)
gtex-tissue-bar[interactable] xyxy=(427,1239,432,1283)
multiz-alignment-base: = xyxy=(523,1476,532,1488)
gtex-tissue-bar[interactable] xyxy=(451,1233,456,1283)
gencode-gene-label[interactable]: SMARCA4 xyxy=(94,97,153,112)
phylop-score-mark xyxy=(425,1367,431,1370)
multiz-alignment-base: = xyxy=(275,1522,284,1534)
phylop-score-mark xyxy=(823,1367,829,1370)
strand-arrows: >>>>>>>>>>>>>>>>>>>>>>>>>>>>>>>>>>>>>>>>>>>>>>>>>>>>>>>>>>>>>>>>>>>>>>>>>>>>>>>>>>>>>>>>>>>>>>>>>>>>>>>>>>>>>>>>>>>>>>>>>>>>>>>>>>>>>>>>>>>>>>>>>>>>>>>>>>>>>>>>>>>>>>>>>>>>>>>>>>>>>>>>>>>>>>>>>>>>>>>>>>>>>>>>>>>>>>>>>>>> xyxy=(158,949,1130,960)
strand-arrows: >>>>>>>>>>>>>>>>>>>>>>>>>>>>>>>>>>>>>>>>>>>>>>>>>>>>>>>>>>>>>>>>>>>>>>>>>>>>>>>>>>>>>>>>>>>>>>>>>>>>>>>>>>>>>>>>>>>>>>>>>>>>>>>>>>>>>>>>>>>>>>>>>>>>>>>>>>>>>>>>>>>>>>>>>>>>>>>>>>>>>>>>>>>>>>>>>>>>>>>>>>>>>>>>>>>>>>>>>>>> xyxy=(158,323,1130,334)
gtex-tissue-bar[interactable] xyxy=(285,1232,290,1283)
multiz-alignment-base: = xyxy=(523,1491,532,1503)
multiz-alignment-base: T xyxy=(325,1431,333,1445)
gtex-tissue-bar[interactable] xyxy=(205,1238,210,1283)
multiz-alignment-base: T xyxy=(623,1431,631,1445)
multiz-species-label[interactable]: Chicken xyxy=(105,1507,153,1521)
multiz-alignment-base: = xyxy=(672,1446,681,1458)
gtex-baseline xyxy=(155,1284,950,1285)
sequence-base: T xyxy=(275,51,283,65)
multiz-alignment-base: T xyxy=(225,1431,234,1445)
gencode-gene-label[interactable]: SMARCA4 xyxy=(94,177,153,192)
gtex-tissue-bar[interactable] xyxy=(328,1239,333,1283)
gtex-tissue-bar[interactable] xyxy=(457,1254,462,1283)
gencode-gene-label[interactable]: SMARCA4 xyxy=(94,1027,153,1042)
gtex-tissue-bar[interactable] xyxy=(248,1240,253,1283)
gencode-gene-label[interactable]: SMARCA4 xyxy=(94,803,153,818)
multiz-alignment-base: = xyxy=(771,1476,781,1488)
strand-arrows: >>>>>>>>>>>>>>>>>>>>>>>>>>>>>>>>>>>>>>>>>>>>>>>>>>>>>>>>>>>>>>>>>>>>>>>>>>>>>>>>>>>>>>>>>>>>>>>>>>>>>>>>>>>>>>>>>>>>>>>>>>>>>>>>>>>>>>>>>>>>>>>>>>>>>>>>>>>>>>>>>>>>>>>>>>>>>>>>>>>>>>>>>>>>>>>>>>>>>>>>>>>>>>>>>>>>>>>>>>>> xyxy=(158,420,1130,431)
gencode-gene-label[interactable]: SMARCA4 xyxy=(94,289,153,304)
gtex-tissue-bar[interactable] xyxy=(211,1239,216,1283)
gtex-tissue-bar[interactable] xyxy=(359,1253,364,1283)
gtex-tissue-bar[interactable] xyxy=(316,1230,321,1283)
multiz-alignment-base: = xyxy=(473,1446,483,1458)
multiz-alignment-base: T xyxy=(573,1431,582,1445)
